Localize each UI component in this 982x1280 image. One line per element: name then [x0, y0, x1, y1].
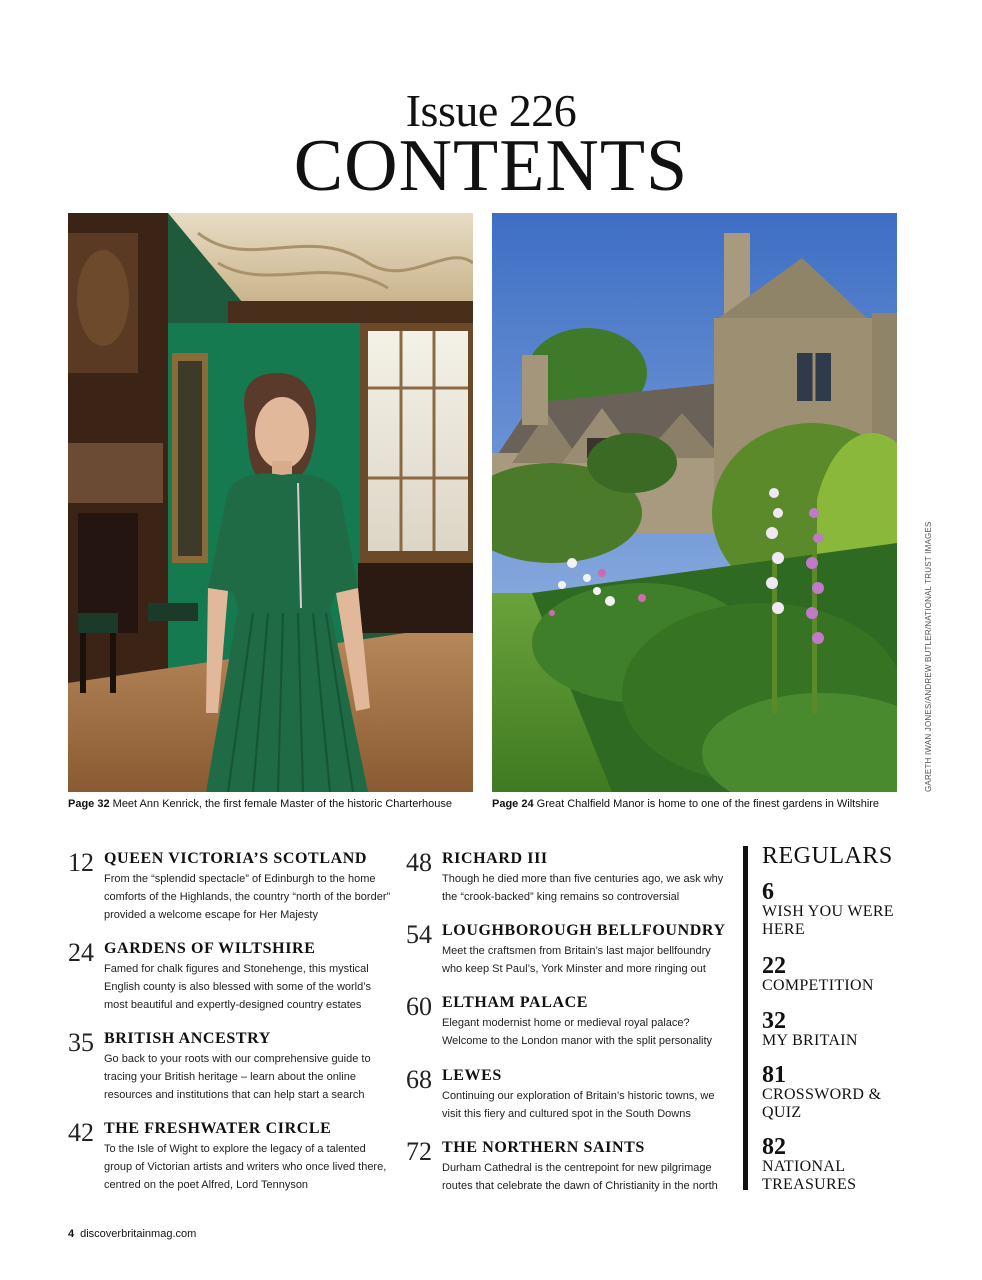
feature-title[interactable]: LOUGHBOROUGH BELLFOUNDRY: [442, 922, 726, 939]
caption-left: [68, 798, 452, 810]
feature-title[interactable]: GARDENS OF WILTSHIRE: [104, 940, 316, 957]
regular-page-number: 22: [762, 953, 786, 979]
regular-page-number: 81: [762, 1062, 786, 1088]
regular-item-crossword-quiz[interactable]: [762, 1064, 902, 1122]
feature-page-number: 60: [406, 992, 432, 1021]
issue-number: Issue 226: [405, 85, 577, 136]
feature-description: From the “splendid spectacle” of Edinburgh to the home comforts of the Highlands, the country “north of the border” provided a welcome escape for Her Majesty: [104, 873, 391, 921]
feature-page-number: 54: [406, 920, 432, 949]
feature-title[interactable]: ELTHAM PALACE: [442, 994, 589, 1011]
regular-page-number: 32: [762, 1008, 786, 1034]
feature-description: Durham Cathedral is the centrepoint for new pilgrimage routes that celebrate the dawn of Christianity in the north: [442, 1162, 718, 1192]
caption-text: Great Chalfield Manor is home to one of the finest gardens in Wiltshire: [536, 798, 880, 810]
page-footer: [68, 1228, 196, 1240]
site-url[interactable]: discoverbritainmag.com: [80, 1228, 197, 1240]
regular-item-competition[interactable]: [762, 955, 902, 995]
feature-description: Though he died more than five centuries ago, we ask why the “crook-backed” king remains so controversial: [442, 873, 724, 903]
feature-description: Meet the craftsmen from Britain’s last major bellfoundry who keep St Paul’s, York Minster and more ringing out: [442, 945, 711, 975]
regular-title[interactable]: NATIONAL TREASURES: [762, 1158, 857, 1193]
caption-right: [492, 798, 879, 810]
feature-description: Famed for chalk figures and Stonehenge, this mystical English county is also blessed with some of the world’s most beautiful and expertly-designed country estates: [104, 963, 371, 1011]
caption-page-ref[interactable]: Page 24: [492, 798, 534, 810]
feature-description: Go back to your roots with our comprehensive guide to tracing your British heritage – learn about the online resources and institutions that can help start a search: [104, 1053, 371, 1101]
feature-page-number: 35: [68, 1028, 94, 1057]
feature-title[interactable]: LEWES: [442, 1067, 502, 1084]
feature-page-number: 12: [68, 848, 94, 877]
feature-page-number: 48: [406, 848, 432, 877]
feature-description: To the Isle of Wight to explore the legacy of a talented group of Victorian artists and writers who once lived there, centred on the poet Alfred, Lord Tennyson: [104, 1143, 387, 1191]
feature-description: Elegant modernist home or medieval royal palace? Welcome to the London manor with the split personality: [442, 1017, 713, 1047]
caption-text: Meet Ann Kenrick, the first female Master of the historic Charterhouse: [112, 798, 452, 810]
feature-title[interactable]: THE FRESHWATER CIRCLE: [104, 1120, 332, 1137]
regular-title[interactable]: WISH YOU WERE HERE: [762, 903, 894, 938]
feature-title[interactable]: QUEEN VICTORIA’S SCOTLAND: [104, 850, 368, 867]
regular-title[interactable]: COMPETITION: [762, 977, 874, 994]
page-title: CONTENTS: [293, 125, 689, 207]
caption-page-ref[interactable]: Page 32: [68, 798, 110, 810]
regulars-heading: REGULARS: [762, 843, 893, 869]
feature-description: Continuing our exploration of Britain’s historic towns, we visit this fiery and cultured spot in the South Downs: [442, 1090, 715, 1120]
feature-title[interactable]: RICHARD III: [442, 850, 548, 867]
regular-item-national-treasures[interactable]: [762, 1136, 902, 1194]
regular-page-number: 6: [762, 879, 774, 905]
feature-page-number: 42: [68, 1118, 94, 1147]
regular-item-wish-you-were-here[interactable]: [762, 881, 902, 939]
feature-page-number: 72: [406, 1137, 432, 1166]
regular-title[interactable]: CROSSWORD & QUIZ: [762, 1086, 882, 1121]
feature-title[interactable]: BRITISH ANCESTRY: [104, 1030, 271, 1047]
photo-ann-kenrick: [68, 213, 473, 792]
regulars-divider: [743, 846, 748, 1190]
feature-page-number: 24: [68, 938, 94, 967]
feature-page-number: 68: [406, 1065, 432, 1094]
photo-great-chalfield-manor: [492, 213, 897, 792]
folio-number: 4: [68, 1228, 75, 1240]
regular-item-my-britain[interactable]: [762, 1010, 902, 1050]
feature-title[interactable]: THE NORTHERN SAINTS: [442, 1139, 645, 1156]
photo-credit: GARETH IWAN JONES/ANDREW BUTLER/NATIONAL TRUST IMAGES: [924, 521, 933, 792]
regular-title[interactable]: MY BRITAIN: [762, 1032, 858, 1049]
regular-page-number: 82: [762, 1134, 786, 1160]
